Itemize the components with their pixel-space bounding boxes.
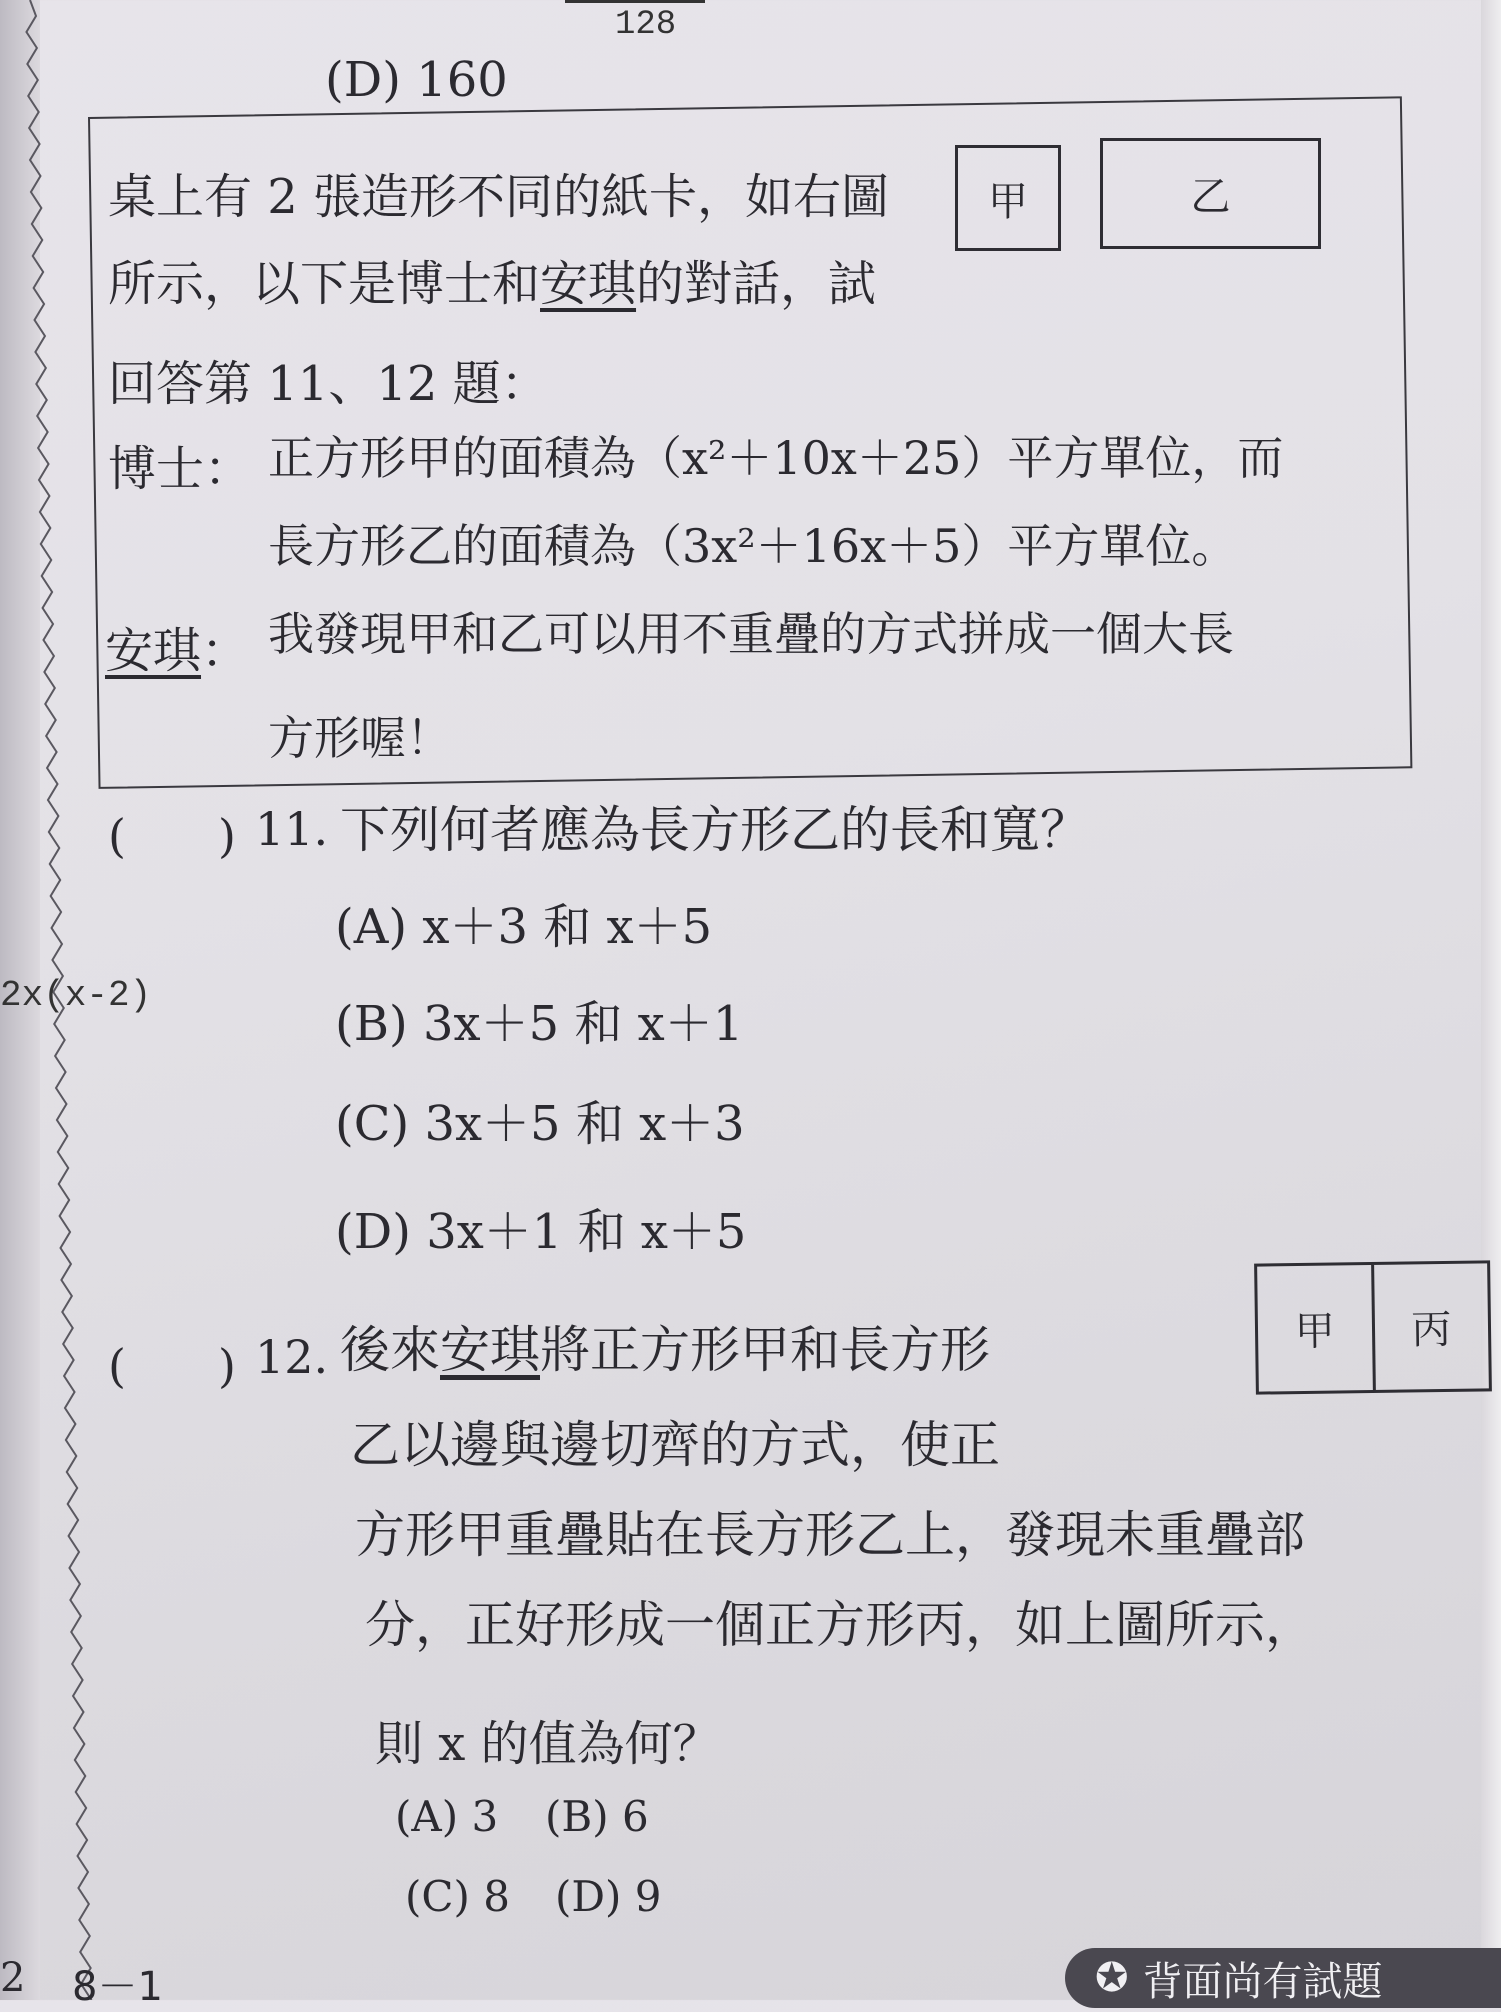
- angel-line-1: 我發現甲和乙可以用不重疊的方式拼成一個大長: [268, 607, 1234, 661]
- handwritten-denominator: 128: [615, 6, 677, 44]
- q11-text: 下列何者應為長方形乙的長和寬？: [340, 801, 1090, 859]
- q12-line-5: 則 x 的值為何？: [375, 1716, 721, 1772]
- doctor-label: 博士：: [108, 441, 253, 497]
- q11-option-c[interactable]: (C) 3x＋5 和 x＋3: [335, 1096, 745, 1152]
- q12-line-1: 後來安琪將正方形甲和長方形: [340, 1321, 990, 1379]
- page-code: 8－1: [72, 1964, 163, 2010]
- q12-option-a[interactable]: (A) 3: [395, 1792, 499, 1841]
- q11-number: 11.: [255, 802, 329, 856]
- q11-answer-blank[interactable]: ( ): [108, 809, 236, 863]
- intro-line-2: 所示，以下是博士和安琪的對話，試: [108, 256, 877, 312]
- star-icon: ✪: [1095, 1955, 1129, 2001]
- q12-number: 12.: [255, 1330, 329, 1384]
- fraction-bar: [565, 0, 705, 3]
- card-jia: 甲: [955, 145, 1061, 251]
- doctor-line-1: 正方形甲的面積為（x²＋10x＋25）平方單位，而: [268, 431, 1284, 485]
- page-right-edge: [1481, 0, 1501, 2000]
- q12-option-c[interactable]: (C) 8: [405, 1872, 510, 1921]
- q11-option-a[interactable]: (A) x＋3 和 x＋5: [335, 899, 713, 955]
- back-notice-text: 背面尚有試題: [1142, 1958, 1383, 2005]
- card-yi: 乙: [1100, 138, 1321, 249]
- back-page-notice: [1065, 1948, 1501, 2008]
- figure-bing: 丙: [1410, 1306, 1452, 1354]
- q11-option-d[interactable]: (D) 3x＋1 和 x＋5: [335, 1204, 747, 1260]
- angel-label: 安琪：: [105, 623, 250, 679]
- handwritten-note: 2x(x-2): [0, 975, 152, 1016]
- previous-option-d: (D) 160: [325, 52, 508, 108]
- q12-option-d[interactable]: (D) 9: [555, 1872, 662, 1921]
- q11-option-b[interactable]: (B) 3x＋5 和 x＋1: [335, 996, 744, 1052]
- q12-figure: [1254, 1260, 1492, 1394]
- q12-line-2: 乙以邊與邊切齊的方式，使正: [350, 1416, 1000, 1474]
- q12-line-4: 分，正好形成一個正方形丙，如上圖所示，: [365, 1596, 1315, 1654]
- angel-line-2: 方形喔！: [268, 711, 452, 765]
- q12-answer-blank[interactable]: ( ): [108, 1339, 236, 1393]
- doctor-line-2: 長方形乙的面積為（3x²＋16x＋5）平方單位。: [268, 519, 1238, 573]
- q12-line-3: 方形甲重疊貼在長方形乙上，發現未重疊部: [355, 1506, 1305, 1564]
- intro-line-3: 回答第 11、12 題：: [108, 356, 549, 412]
- intro-line-1: 桌上有 2 張造形不同的紙卡，如右圖: [108, 169, 890, 225]
- page-prefix: 2: [0, 1955, 26, 2001]
- figure-jia: 甲: [1257, 1265, 1375, 1392]
- q12-option-b[interactable]: (B) 6: [545, 1792, 649, 1841]
